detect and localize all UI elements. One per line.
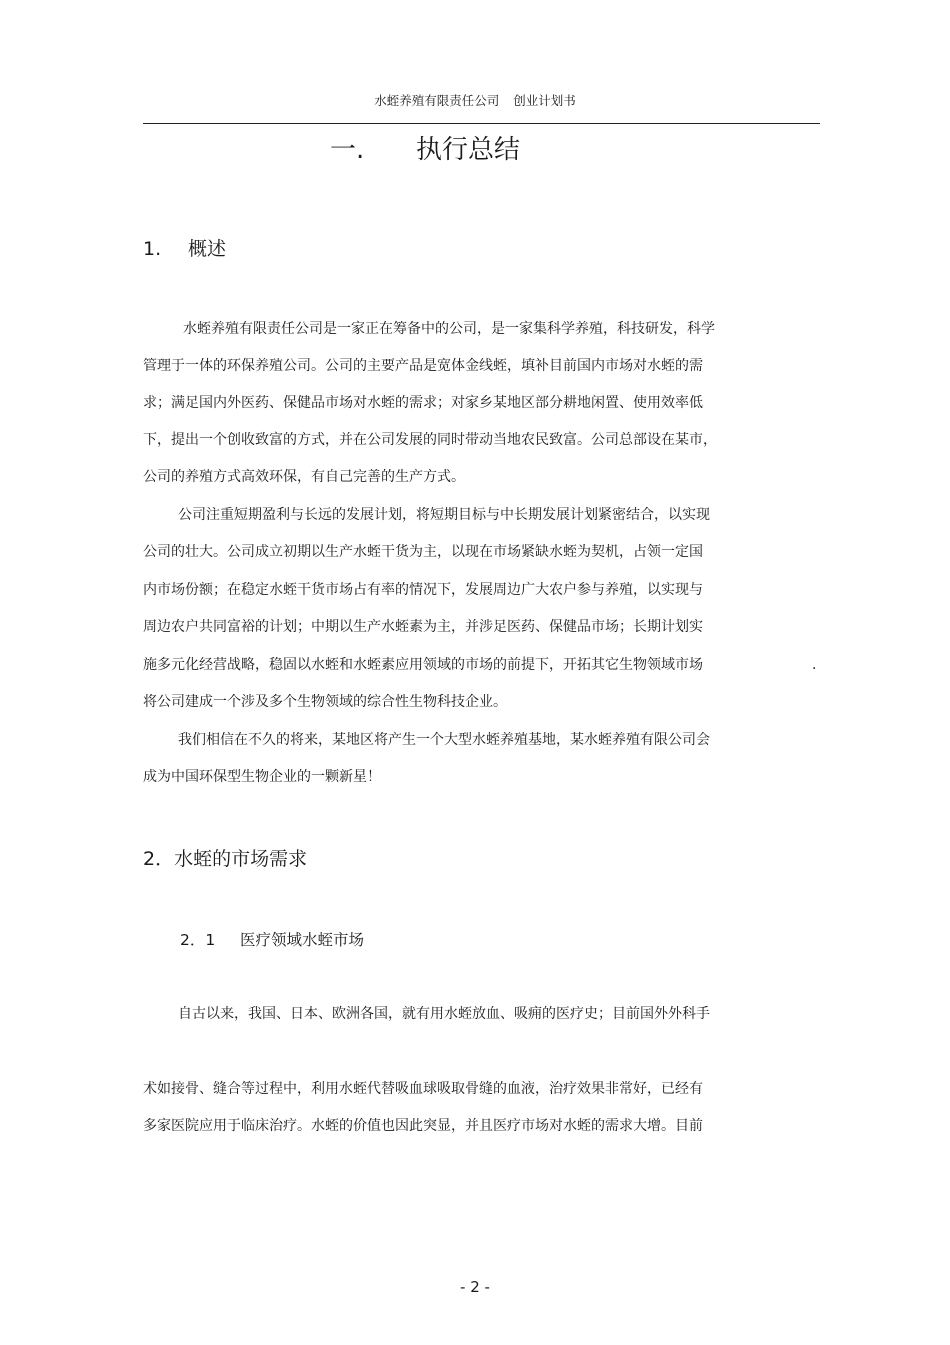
section1-line-13: 成为中国环保型生物企业的一颗新星！	[143, 769, 381, 785]
section1-line-4: 下，提出一个创收致富的方式，并在公司发展的同时带动当地农民致富。公司总部设在某市，	[143, 432, 717, 448]
section2-line-2: 术如接骨、缝合等过程中，利用水蛭代替吸血球吸取骨缝的血液，治疗效果非常好，已经有	[143, 1081, 703, 1097]
section1-line-2: 管理于一体的环保养殖公司。公司的主要产品是宽体金线蛭，填补目前国内市场对水蛭的需	[143, 358, 703, 374]
section2-line-3: 多家医院应用于临床治疗。水蛭的价值也因此突显，并且医疗市场对水蛭的需求大增。目前	[143, 1118, 703, 1134]
section1-line-5: 公司的养殖方式高效环保，有自己完善的生产方式。	[143, 469, 465, 485]
chapter-number: 一.	[330, 135, 365, 165]
subsection-title: 医疗领域水蛭市场	[240, 931, 365, 949]
section1-line-1: 水蛭养殖有限责任公司是一家正在筹备中的公司，是一家集科学养殖，科技研发，科学	[183, 321, 715, 337]
page-number: - 2 -	[460, 1278, 490, 1296]
section1-line-3: 求；满足国内外医药、保健品市场对水蛭的需求；对家乡某地区部分耕地闲置、使用效率低	[143, 395, 703, 411]
chapter-title: 执行总结	[416, 135, 521, 165]
section1-line-12: 我们相信在不久的将来，某地区将产生一个大型水蛭养殖基地，某水蛭养殖有限公司会	[178, 732, 710, 748]
section1-trailing-mark: .	[812, 657, 817, 673]
header-company: 水蛭养殖有限责任公司	[374, 93, 500, 108]
subsection-number: 2．1	[180, 931, 216, 949]
section1-title: 概述	[188, 238, 227, 260]
section2-line-1: 自古以来，我国、日本、欧洲各国，就有用水蛭放血、吸痈的医疗史；目前国外外科手	[178, 1006, 710, 1022]
section1-line-7: 公司的壮大。公司成立初期以生产水蛭干货为主，以现在市场紧缺水蛭为契机，占领一定国	[143, 544, 703, 560]
section1-number: 1.	[143, 238, 162, 260]
section1-line-11: 将公司建成一个涉及多个生物领域的综合性生物科技企业。	[143, 694, 507, 710]
section1-line-6: 公司注重短期盈利与长远的发展计划，将短期目标与中长期发展计划紧密结合，以实现	[178, 507, 710, 523]
section1-line-9: 周边农户共同富裕的计划；中期以生产水蛭素为主，并涉足医药、保健品市场；长期计划实	[143, 619, 703, 635]
section1-line-8: 内市场份额；在稳定水蛭干货市场占有率的情况下，发展周边广大农户参与养殖，以实现与	[143, 582, 703, 598]
header-rule	[143, 123, 820, 124]
section1-line-10: 施多元化经营战略，稳固以水蛭和水蛭素应用领域的市场的前提下，开拓其它生物领域市场	[143, 657, 703, 673]
running-header	[0, 91, 950, 109]
section2-title: 2．水蛭的市场需求	[143, 848, 308, 870]
header-doc-title: 创业计划书	[513, 93, 576, 108]
